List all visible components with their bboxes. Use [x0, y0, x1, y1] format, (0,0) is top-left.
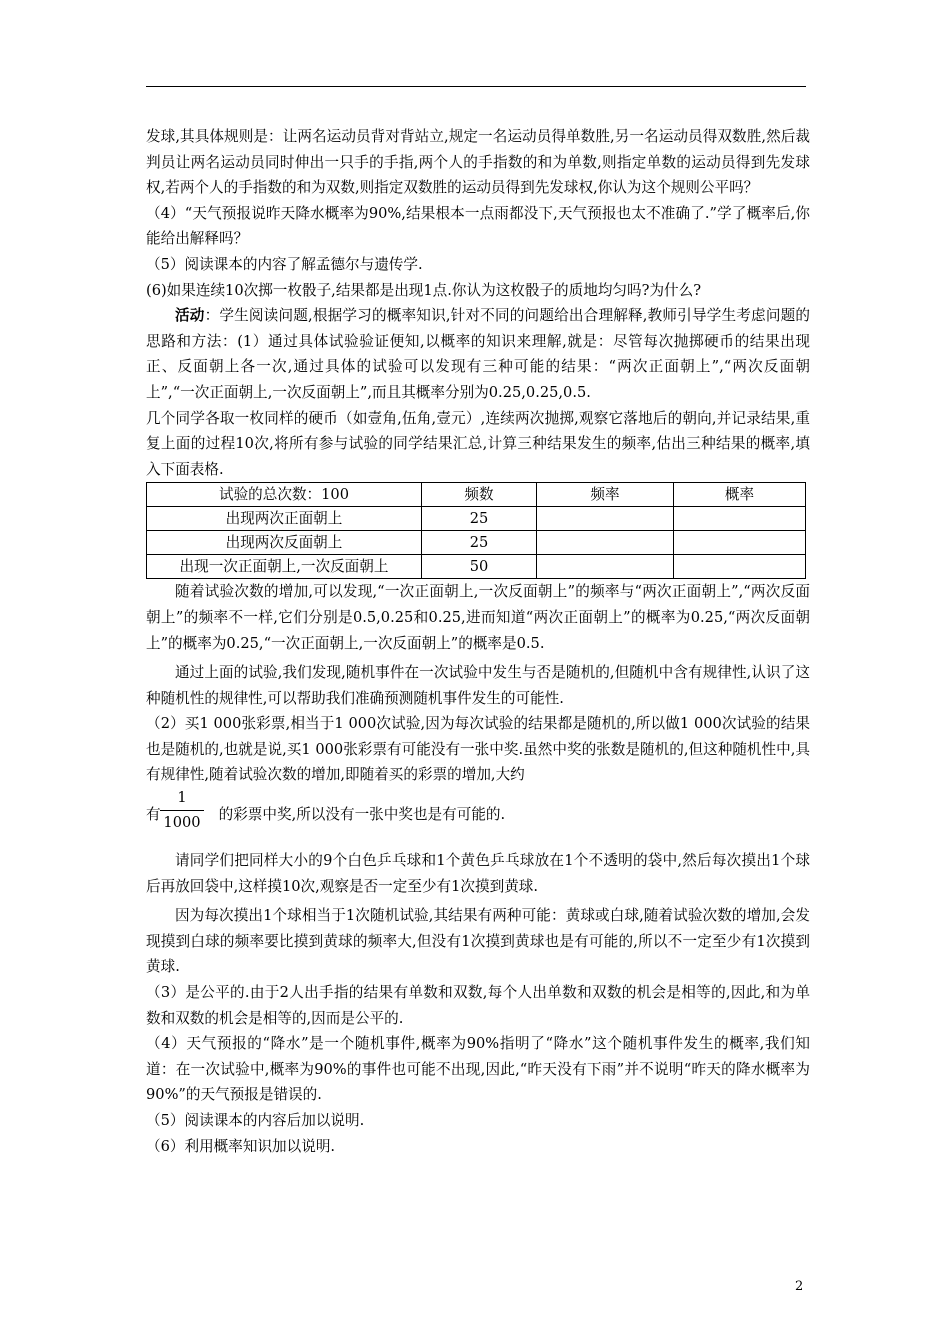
table-header-cell: 概率: [674, 483, 806, 507]
fraction-line-text: [146, 802, 810, 828]
fraction: [160, 788, 204, 833]
table-row: [147, 531, 806, 555]
question-6: (6)如果连续10次掷一枚骰子,结果都是出现1点.你认为这枚骰子的质地均匀吗?为什么?: [146, 281, 702, 299]
table-header-cell: 频率: [537, 483, 674, 507]
table-cell: 出现两次正面朝上: [147, 507, 422, 531]
answer-3: （3）是公平的.由于2人出手指的结果有单数和双数,每个人出单数和双数的机会是相等的,因此,和为单数和双数的机会是相等的,因而是公平的.: [146, 984, 810, 1027]
question-4: （4）“天气预报说昨天降水概率为90%,结果根本一点雨都没下,天气预报也太不准确了.”学了概率后,你能给出解释吗？: [146, 204, 810, 248]
paragraph-after-table: 随着试验次数的增加,可以发现,“一次正面朝上,一次反面朝上”的频率与“两次正面朝上”,“两次反面朝上”的频率不一样,它们分别是0.5,0.25和0.25,进而知道“两次正面朝上”的概率为0.25,“两次反面朝上”的概率为0.25,“一次正面朝上,一次反面朝上”的概率是0.5.: [146, 583, 810, 652]
table-cell: 25: [422, 507, 537, 531]
activity-text: ：学生阅读问题,根据学习的概率知识,针对不同的问题给出合理解释,教师引导学生考虑问题的思路和方法：(1）通过具体试验验证便知,以概率的知识来理解,就是：尽管每次抛掷硬币的结果出现正、反面朝上各一次,通过具体的试验可以发现有三种可能的结果：“两次正面朝上”,“两次反面朝上”,“一次正面朝上,一次反面朝上”,而且其概率分别为0.25,0.25,0.5.: [146, 307, 810, 401]
table-row: [147, 555, 806, 579]
table-cell: [537, 507, 674, 531]
table-cell: [674, 507, 806, 531]
fraction-line: [146, 788, 810, 840]
answer-5: （5）阅读课本的内容后加以说明.: [146, 1112, 365, 1129]
answer-2-prefix: 有: [146, 806, 161, 824]
fraction-numerator: 1: [177, 789, 187, 807]
table-cell: 出现两次反面朝上: [147, 531, 422, 555]
table-row: [147, 507, 806, 531]
table-cell: [537, 555, 674, 579]
answer-2: （2）买1 000张彩票,相当于1 000次试验,因为每次试验的结果都是随机的,所以做1 000次试验的结果也是随机的,也就是说,买1 000张彩票有可能没有一张中奖.虽然中奖的张数是随机的,但这种随机性中,具有规律性,随着试验次数的增加,即随着买的彩票的增加,大约: [146, 715, 810, 784]
question-5: （5）阅读课本的内容了解孟德尔与遗传学.: [146, 255, 423, 273]
table-cell: 出现一次正面朝上,一次反面朝上: [147, 555, 422, 579]
answer-4: （4）天气预报的“降水”是一个随机事件,概率为90%指明了“降水”这个随机事件发生的概率,我们知道：在一次试验中,概率为90%的事件也可能不出现,因此,“昨天没有下雨”并不说明“昨天的降水概率为90%”的天气预报是错误的.: [146, 1035, 810, 1104]
fraction-denominator: 1000: [163, 814, 201, 832]
page-number: 2: [795, 1279, 804, 1294]
results-table: [146, 482, 806, 579]
activity-label: 活动: [175, 307, 205, 325]
answer-6: （6）利用概率知识加以说明.: [146, 1137, 336, 1155]
answer-2-suffix: 的彩票中奖,所以没有一张中奖也是有可能的.: [218, 806, 506, 824]
document-body: [146, 124, 810, 1159]
table-header-cell: 频数: [422, 483, 537, 507]
table-cell: [674, 555, 806, 579]
table-cell: [537, 531, 674, 555]
paragraph-coins: 几个同学各取一枚同样的硬币（如壹角,伍角,壹元）,连续两次抛掷,观察它落地后的朝向,并记录结果,重复上面的过程10次,将所有参与试验的同学结果汇总,计算三种结果发生的频率,估出三种结果的概率,填入下面表格.: [146, 409, 810, 478]
paragraph-rules: 发球,其具体规则是：让两名运动员背对背站立,规定一名运动员得单数胜,另一名运动员得双数胜,然后裁判员让两名运动员同时伸出一只手的手指,两个人的手指数的和为单数,则指定单数的运动员得到先发球权,若两个人的手指数的和为双数,则指定双数胜的运动员得到先发球权,你认为这个规则公平吗？: [146, 128, 810, 197]
table-cell: 50: [422, 555, 537, 579]
paragraph-balls: 请同学们把同样大小的9个白色乒乓球和1个黄色乒乓球放在1个不透明的袋中,然后每次摸出1个球后再放回袋中,这样摸10次,观察是否一定至少有1次摸到黄球.: [146, 852, 810, 895]
paragraph-randomness: 通过上面的试验,我们发现,随机事件在一次试验中发生与否是随机的,但随机中含有规律性,认识了这种随机性的规律性,可以帮助我们准确预测随机事件发生的可能性.: [146, 664, 810, 707]
paragraph-balls-2: 因为每次摸出1个球相当于1次随机试验,其结果有两种可能：黄球或白球,随着试验次数的增加,会发现摸到白球的频率要比摸到黄球的频率大,但没有1次摸到黄球也是有可能的,所以不一定至少有1次摸到黄球.: [146, 907, 810, 976]
fraction-bar: [160, 810, 204, 811]
activity-paragraph: [146, 303, 810, 405]
table-header-cell: 试验的总次数：100: [147, 483, 422, 507]
table-cell: [674, 531, 806, 555]
header-rule: [146, 86, 806, 87]
table-cell: 25: [422, 531, 537, 555]
table-header-row: [147, 483, 806, 507]
